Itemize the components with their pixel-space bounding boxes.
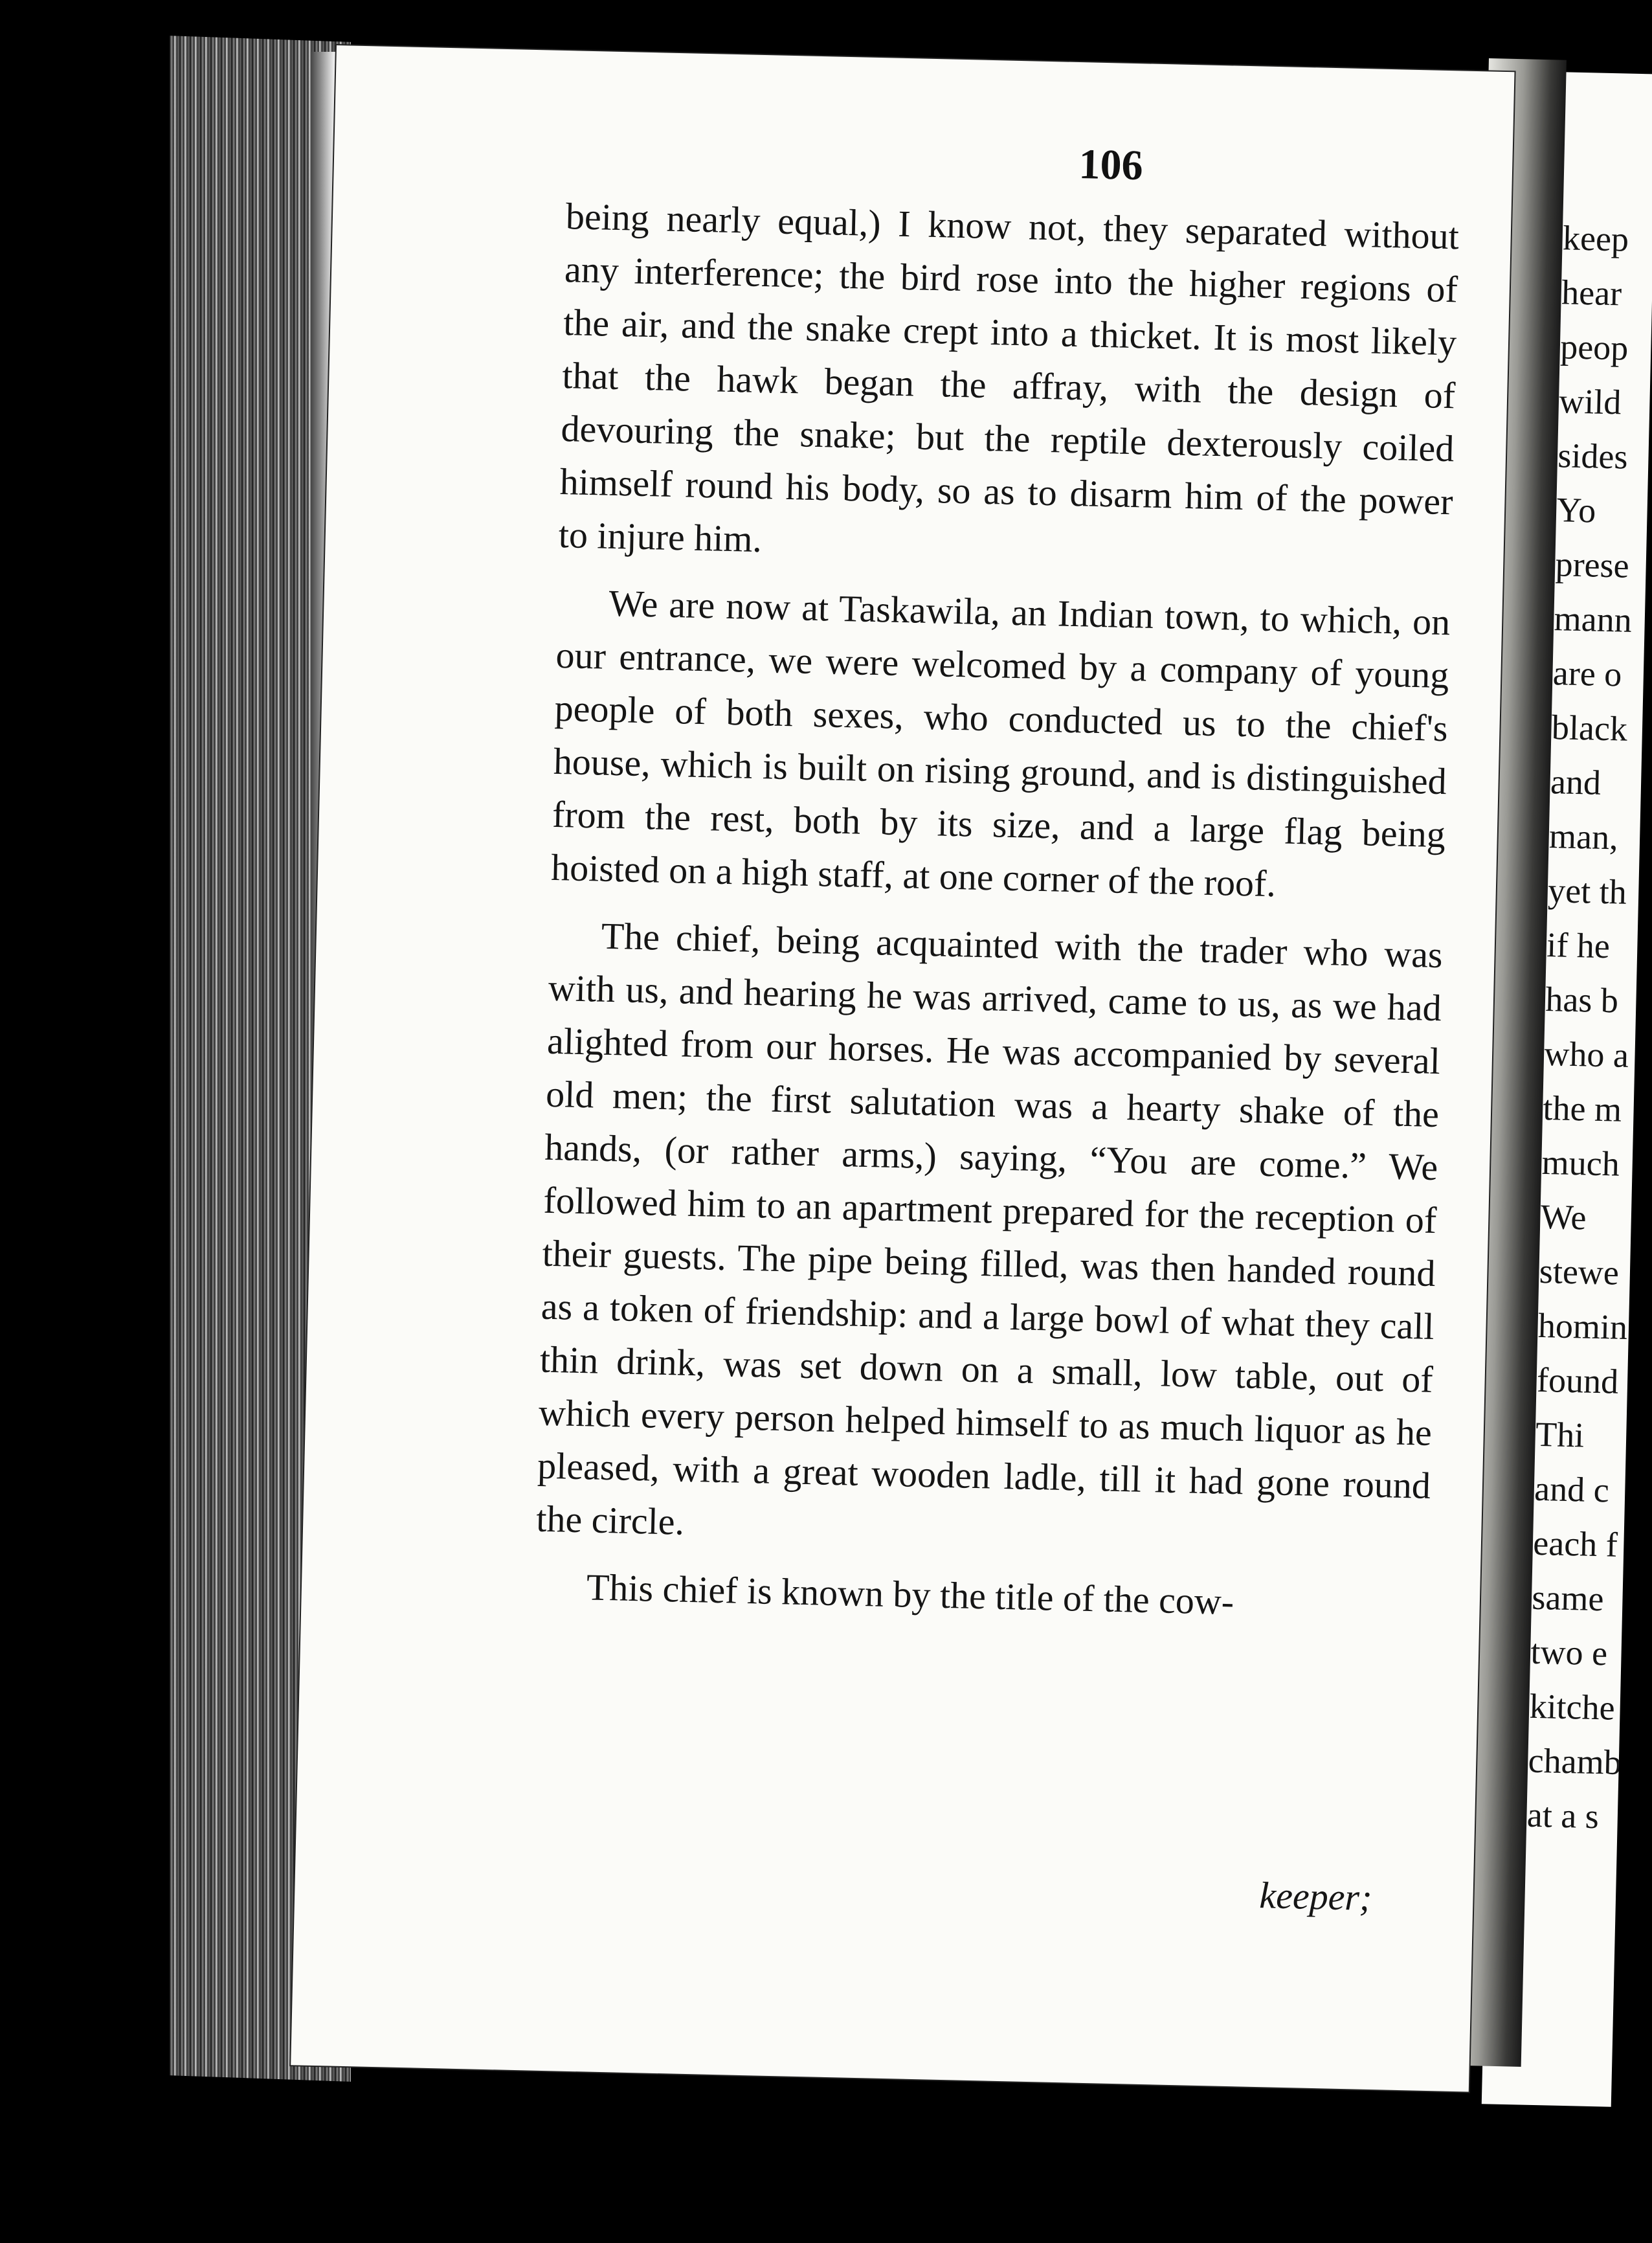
- facing-page-line: Yo: [1556, 490, 1596, 530]
- paragraph: being nearly equal,) I know not, they separated without any interference; the bird rose into the higher regions of the air, and the snake crept into a thicket. It is most likely that the hawk began the affray, with the design of devouring the snake; but the reptile dexterously coiled himself round his body, so as to disarm him of the power to injure him.: [558, 195, 1460, 561]
- facing-page-line: if he: [1546, 925, 1611, 966]
- facing-page-line: mann: [1554, 599, 1633, 640]
- facing-page-line: much: [1541, 1142, 1620, 1184]
- facing-page-line: keep: [1562, 218, 1629, 259]
- facing-page-line: kitche: [1529, 1686, 1616, 1728]
- facing-page-line: prese: [1555, 545, 1630, 585]
- facing-page-line: homin: [1537, 1305, 1628, 1347]
- paragraph: The chief, being acquainted with the trader who was with us, and hearing he was arrived, came to us, as we had alighted from our horses. He was accompanied by several old men; the first salutation was a hearty shake of the hands, (or rather arms,) saying, “You are come.” We followed him to an apartment prepared for the reception of their guests. The pipe being filled, was then handed round as a token of friendship: and a large bowl of what they call thin drink, was set down on a small, low table, out of which every person helped himself to as much liquor as he pleased, with a great wooden ladle, till it had gone round the circle.: [535, 914, 1444, 1543]
- facing-page-line: the m: [1543, 1088, 1622, 1129]
- page-number: 106: [1078, 141, 1144, 190]
- facing-page-line: peop: [1559, 327, 1629, 368]
- facing-page-line: yet th: [1547, 871, 1627, 912]
- facing-page-line: chamb: [1528, 1741, 1622, 1782]
- facing-page-line: two e: [1530, 1632, 1608, 1673]
- facing-page-line: wild: [1558, 381, 1622, 422]
- facing-page-line: man,: [1548, 817, 1619, 857]
- facing-page-line: and c: [1534, 1469, 1610, 1510]
- facing-page-line: sides: [1557, 436, 1629, 477]
- facing-page-line: found: [1536, 1360, 1619, 1401]
- catchword: keeper;: [1258, 1874, 1373, 1919]
- facing-page-line: has b: [1545, 980, 1619, 1020]
- facing-page-line: Thi: [1535, 1414, 1585, 1455]
- page-body: [534, 190, 1460, 1647]
- facing-page-line: hear: [1561, 273, 1622, 313]
- facing-page-line: at a s: [1526, 1795, 1600, 1836]
- facing-page-line: and: [1550, 762, 1602, 802]
- facing-page-line: We: [1540, 1197, 1587, 1237]
- paragraph: This chief is known by the title of the cow-: [586, 1566, 1234, 1623]
- facing-page-line: same: [1531, 1577, 1605, 1619]
- book-page: [291, 45, 1514, 2091]
- facing-page-line: each f: [1532, 1523, 1618, 1564]
- facing-page-line: stewe: [1539, 1251, 1620, 1292]
- facing-page-line: black: [1551, 708, 1628, 749]
- facing-page-line: are o: [1552, 653, 1623, 694]
- facing-page-line: who a: [1543, 1033, 1629, 1075]
- paragraph: We are now at Taskawila, an Indian town, to which, on our entrance, we were welcomed by a company of young people of both sexes, who conducted us to the chief's house, which is built on rising ground, and is distinguished from the rest, both by its size, and a large flag being hoisted on a high staff, at one corner of the roof.: [550, 581, 1451, 905]
